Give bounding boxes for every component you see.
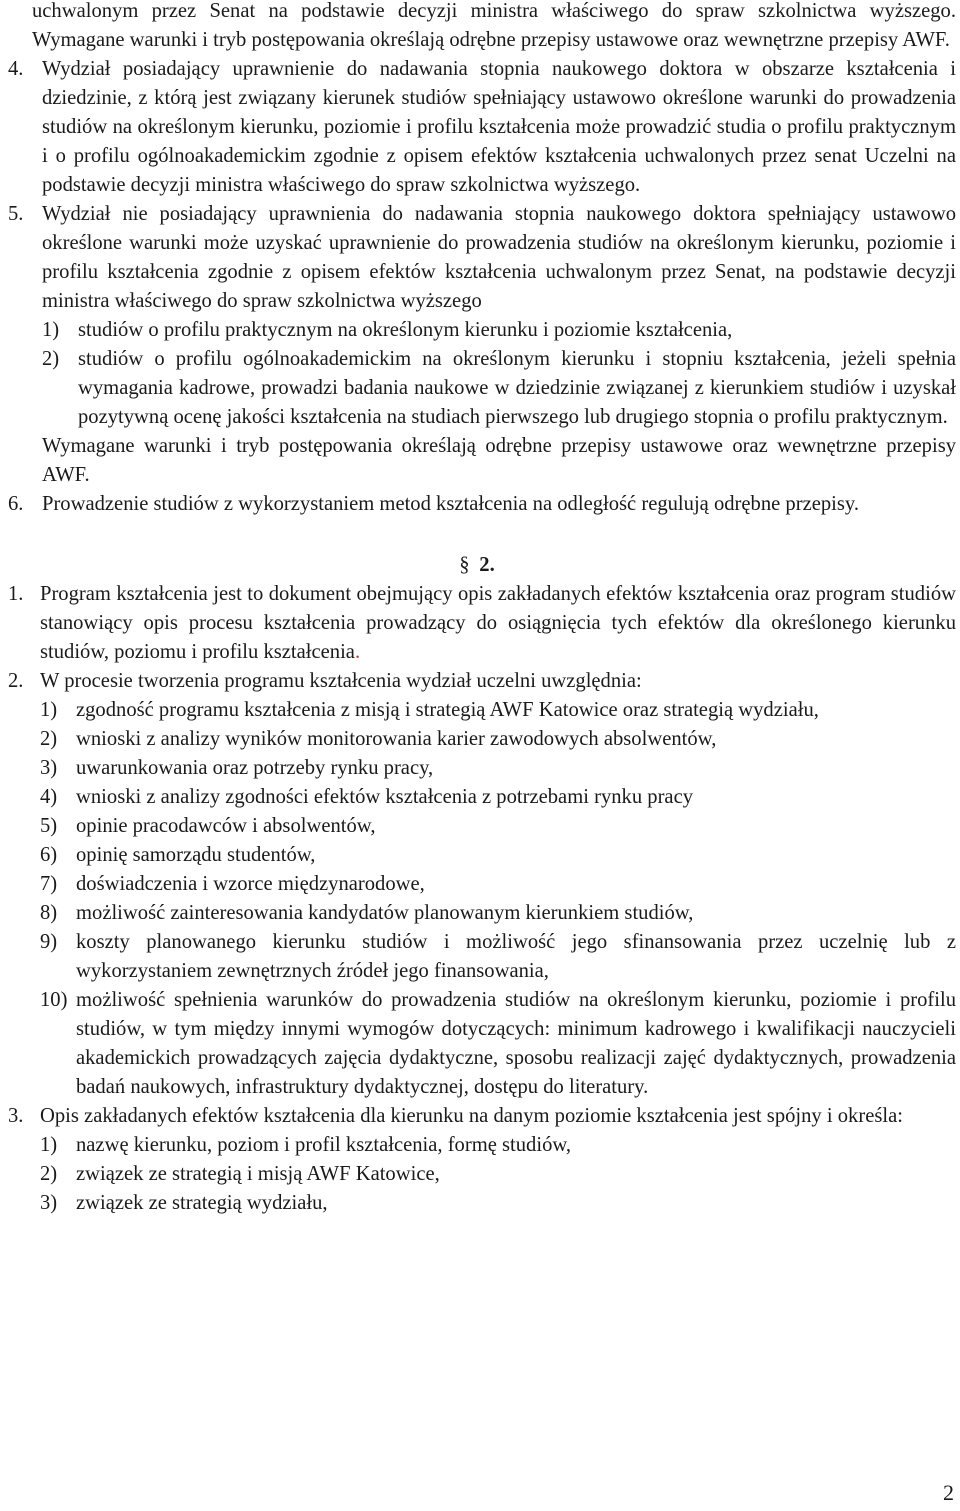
subitem-text: zgodność programu kształcenia z misją i strategią AWF Katowice oraz strategią wydziału,	[76, 699, 819, 721]
subitem-text: związek ze strategią wydziału,	[76, 1192, 328, 1214]
subitem-number: 10)	[40, 989, 68, 1011]
subitem-text: koszty planowanego kierunku studiów i możliwość jego sfinansowania przez uczelnię lub z wykorzystaniem zewnętrznych źródeł jego finansowania,	[76, 931, 956, 982]
subitem-number: 3)	[40, 1192, 58, 1214]
subitem-text: studiów o profilu praktycznym na określonym kierunku i poziomie kształcenia,	[78, 319, 733, 341]
s2-item-3-sublist	[40, 1131, 956, 1218]
list-item	[40, 928, 956, 986]
item-text	[40, 580, 956, 667]
item-text: Opis zakładanych efektów kształcenia dla kierunku na danym poziomie kształcenia jest spójny i określa:	[40, 1105, 903, 1127]
subitem-text: możliwość zainteresowania kandydatów planowanym kierunkiem studiów,	[76, 902, 694, 924]
subitem-text: związek ze strategią i misją AWF Katowice,	[76, 1163, 440, 1185]
list-item	[40, 1160, 956, 1189]
subitem-text: wnioski z analizy wyników monitorowania karier zawodowych absolwentów,	[76, 728, 717, 750]
list-item	[42, 316, 956, 345]
subitem-text: opinie pracodawców i absolwentów,	[76, 815, 376, 837]
s2-item-1	[8, 580, 956, 667]
subitem-number: 7)	[40, 873, 58, 895]
section-number: § 2.	[479, 551, 494, 580]
item-5	[8, 200, 956, 316]
s2-item-3	[8, 1102, 956, 1131]
s2-item-2-sublist	[40, 696, 956, 1102]
list-item	[40, 870, 956, 899]
subitem-text: możliwość spełnienia warunków do prowadzenia studiów na określonym kierunku, poziomie i profilu studiów, w tym między innymi wymogów dotyczących: minimum kadrowego i kwalifikacji nauczycieli akademickich prowadzących zajęcia dydaktyczne, sposobu realizacji zajęć dydaktycznych, prowadzenia badań naukowych, infrastruktury dydaktycznej, dostępu do literatury.	[76, 989, 956, 1098]
subitem-number: 2)	[42, 348, 60, 370]
list-item	[40, 899, 956, 928]
intro-paragraph: uchwalonym przez Senat na podstawie decyzji ministra właściwego do spraw szkolnictwa wyższego. Wymagane warunki i tryb postępowania określają odrębne przepisy ustawowe oraz wewnętrzne przepisy AWF.	[32, 0, 956, 51]
subitem-text: nazwę kierunku, poziom i profil kształcenia, formę studiów,	[76, 1134, 572, 1156]
list-item	[40, 754, 956, 783]
list-item	[40, 1189, 956, 1218]
list-item	[42, 345, 956, 432]
subitem-text: studiów o profilu ogólnoakademickim na określonym kierunku i stopniu kształcenia, jeżeli spełnia wymagania kadrowe, prowadzi badania naukowe w dziedzinie związanej z kierunkiem studiów i uzyskał pozytywną ocenę jakości kształcenia na studiach pierwszego lub drugiego stopnia o profilu praktycznym.	[78, 348, 956, 428]
item-4	[8, 55, 956, 200]
subitem-number: 4)	[40, 786, 58, 808]
item-text: Prowadzenie studiów z wykorzystaniem metod kształcenia na odległość regulują odrębne przepisy.	[42, 493, 860, 515]
list-item	[40, 725, 956, 754]
subitem-number: 1)	[40, 699, 58, 721]
subitem-number: 1)	[42, 319, 60, 341]
subitem-number: 2)	[40, 1163, 58, 1185]
list-item	[40, 841, 956, 870]
subitem-number: 3)	[40, 757, 58, 779]
item-5-sublist	[42, 316, 956, 432]
list-item	[40, 783, 956, 812]
page-number: 2	[943, 1480, 954, 1505]
s2-item-2	[8, 667, 956, 696]
subitem-number: 2)	[40, 728, 58, 750]
list-item	[40, 696, 956, 725]
item-text: Wydział posiadający uprawnienie do nadawania stopnia naukowego doktora w obszarze kształcenia i dziedzinie, z którą jest związany kierunek studiów spełniający ustawowo określone warunki do prowadzenia studiów na określonym kierunku, poziomie i profilu kształcenia może prowadzić studia o profilu praktycznym i o profilu ogólnoakademickim zgodnie z opisem efektów kształcenia uchwalonych przez senat Uczelni na podstawie decyzji ministra właściwego do spraw szkolnictwa wyższego.	[42, 58, 956, 196]
item-number: 3.	[8, 1105, 24, 1127]
section-heading	[8, 551, 956, 580]
item-number: 2.	[8, 670, 24, 692]
item-text: W procesie tworzenia programu kształcenia wydział uczelni uwzględnia:	[40, 670, 642, 692]
subitem-text: opinię samorządu studentów,	[76, 844, 316, 866]
list-item	[40, 812, 956, 841]
item-number: 5.	[8, 203, 24, 225]
item-text-dot: .	[354, 641, 361, 663]
subitem-number: 9)	[40, 931, 58, 953]
document-page	[8, 0, 956, 1218]
list-item	[40, 1131, 956, 1160]
list-item	[40, 986, 956, 1102]
subitem-text: wnioski z analizy zgodności efektów kształcenia z potrzebami rynku pracy	[76, 786, 694, 808]
subitem-number: 5)	[40, 815, 58, 837]
subitem-number: 8)	[40, 902, 58, 924]
item-6	[8, 490, 956, 519]
item-number: 6.	[8, 493, 24, 515]
subitem-text: doświadczenia i wzorce międzynarodowe,	[76, 873, 425, 895]
item-text: Wydział nie posiadający uprawnienia do nadawania stopnia naukowego doktora spełniający ustawowo określone warunki może uzyskać uprawnienie do prowadzenia studiów na określonym kierunku, poziomie i profilu kształcenia zgodnie z opisem efektów kształcenia uchwalonym przez Senat, na podstawie decyzji ministra właściwego do spraw szkolnictwa wyższego	[42, 203, 956, 312]
item-5-tail: Wymagane warunki i tryb postępowania określają odrębne przepisy ustawowe oraz wewnętrzne przepisy AWF.	[42, 435, 956, 486]
item-number: 4.	[8, 58, 24, 80]
subitem-text: uwarunkowania oraz potrzeby rynku pracy,	[76, 757, 434, 779]
item-text-main: Program kształcenia jest to dokument obejmujący opis zakładanych efektów kształcenia oraz program studiów stanowiący opis procesu kształcenia prowadzący do osiągnięcia tych efektów dla określonego kierunku studiów, poziomu i profilu kształcenia	[40, 583, 956, 663]
subitem-number: 1)	[40, 1134, 58, 1156]
subitem-number: 6)	[40, 844, 58, 866]
item-number: 1.	[8, 583, 24, 605]
